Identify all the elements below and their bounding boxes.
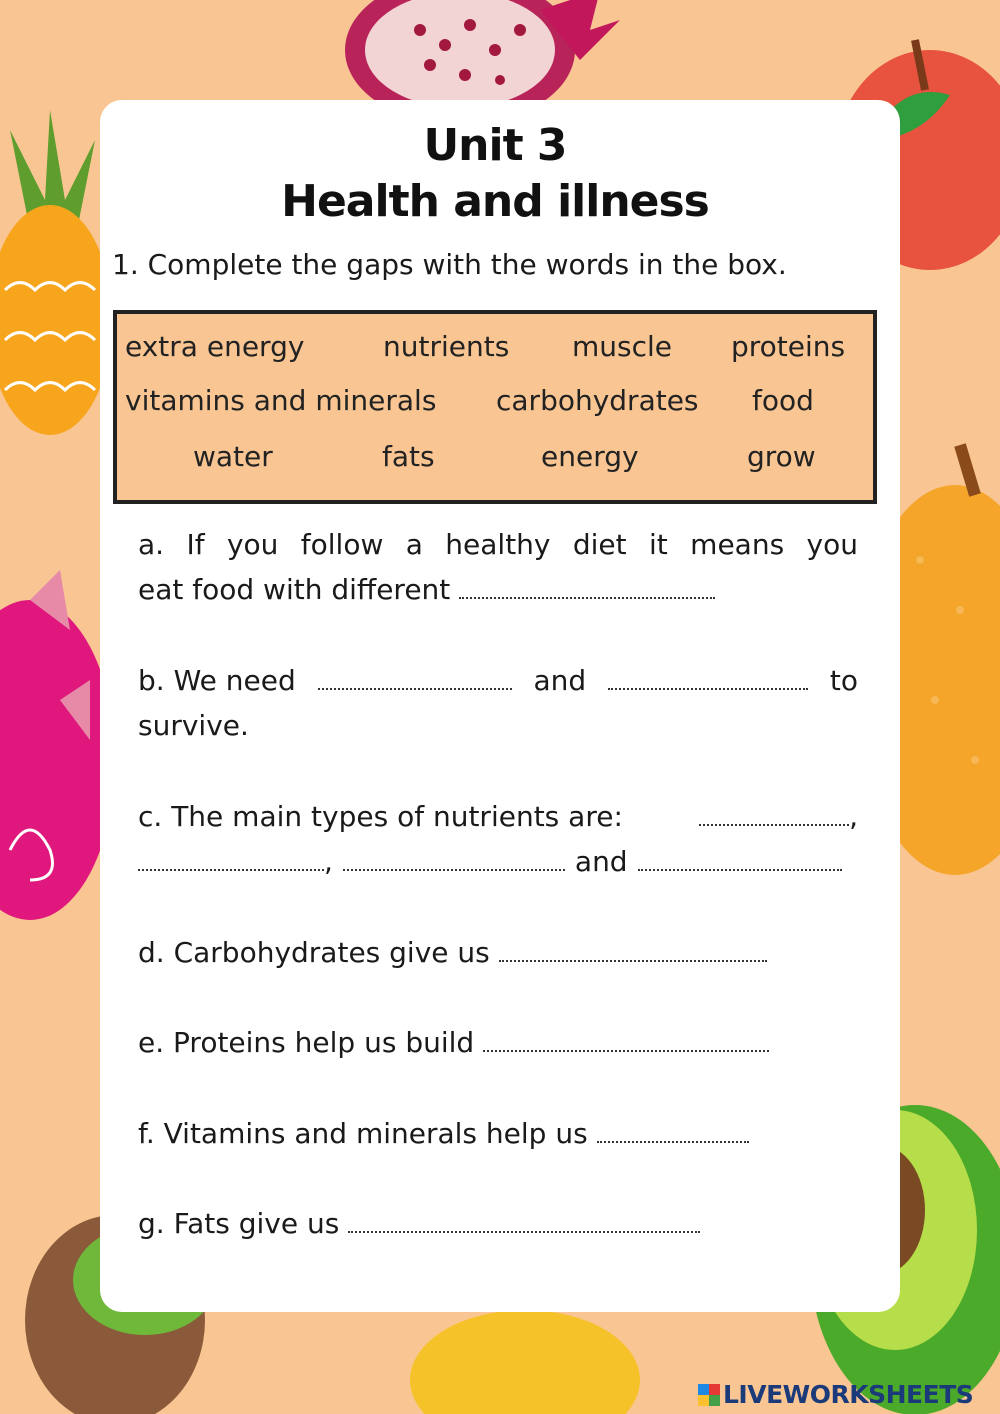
question-b-line2: survive. (138, 709, 249, 742)
question-b-mid: and (533, 664, 587, 697)
question-a-line2: eat food with different (138, 573, 451, 606)
gap-c-4[interactable] (638, 847, 842, 871)
question-f (138, 1111, 858, 1156)
gap-f[interactable] (597, 1119, 749, 1143)
gap-b-2[interactable] (608, 666, 808, 690)
question-g (138, 1201, 858, 1246)
word-muscle: muscle (572, 330, 673, 363)
comma: , (849, 800, 858, 833)
question-b-start: b. We need (138, 664, 296, 697)
question-c-and: and (574, 845, 628, 878)
question-f-text: f. Vitamins and minerals help us (138, 1117, 588, 1150)
lemon-icon (410, 1310, 640, 1414)
word-grow: grow (747, 440, 816, 473)
gap-g[interactable] (348, 1209, 700, 1233)
question-b (138, 658, 858, 748)
word-fats: fats (382, 440, 435, 473)
gap-c-1[interactable] (699, 802, 849, 826)
word-extra-energy: extra energy (125, 330, 305, 363)
liveworksheets-icon (698, 1384, 720, 1406)
liveworksheets-logo[interactable] (698, 1380, 973, 1409)
question-b-end: to (829, 664, 858, 697)
word-nutrients: nutrients (383, 330, 510, 363)
title-line-2: Health and illness (281, 176, 709, 227)
dragon-fruit-icon (0, 570, 115, 920)
page-title (100, 118, 890, 230)
word-proteins: proteins (731, 330, 846, 363)
brand-text: LIVEWORKSHEETS (723, 1380, 974, 1409)
pineapple-icon (0, 110, 112, 435)
question-a (138, 522, 858, 612)
word-food: food (752, 384, 814, 417)
gap-a[interactable] (459, 575, 715, 599)
question-d-text: d. Carbohydrates give us (138, 936, 490, 969)
word-water: water (193, 440, 273, 473)
gap-c-3[interactable] (343, 847, 565, 871)
word-box (113, 310, 877, 504)
gap-e[interactable] (483, 1028, 769, 1052)
word-energy: energy (541, 440, 639, 473)
gap-c-2[interactable] (138, 847, 324, 871)
exercise-instruction: 1. Complete the gaps with the words in the box. (112, 248, 787, 281)
question-e-text: e. Proteins help us build (138, 1026, 475, 1059)
question-e (138, 1020, 858, 1065)
gap-d[interactable] (499, 938, 767, 962)
comma: , (324, 845, 333, 878)
gap-b-1[interactable] (318, 666, 512, 690)
word-vitamins-and-minerals: vitamins and minerals (125, 384, 437, 417)
question-a-line1: a. If you follow a healthy diet it means you (138, 528, 858, 561)
title-line-1: Unit 3 (423, 120, 567, 171)
question-c-start: c. The main types of nutrients are: (138, 800, 623, 833)
word-carbohydrates: carbohydrates (496, 384, 699, 417)
question-g-text: g. Fats give us (138, 1207, 340, 1240)
question-c (138, 794, 858, 884)
question-d (138, 930, 858, 975)
